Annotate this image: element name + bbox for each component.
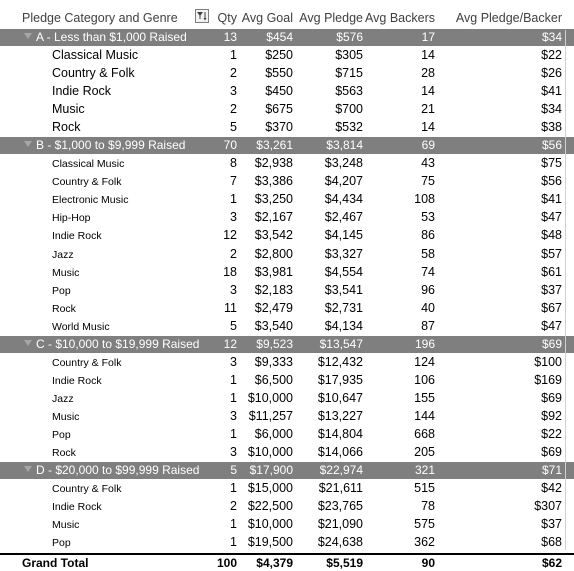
- avg-pledge-cell: $4,134: [324, 318, 363, 333]
- table-row[interactable]: [0, 282, 574, 300]
- avg-backers-header[interactable]: Avg Backers: [365, 11, 435, 25]
- qty-cell: 3: [230, 210, 237, 225]
- table-row[interactable]: [0, 173, 574, 191]
- group-avg-backers-cell: 321: [414, 463, 435, 478]
- qty-cell: 7: [230, 174, 237, 189]
- avg-pledge-cell: $715: [335, 66, 363, 81]
- group-avg-pledge-cell: $3,814: [326, 138, 363, 153]
- avg-backers-cell: 40: [421, 300, 435, 315]
- qty-cell: 2: [230, 499, 237, 514]
- genre-label: Indie Rock: [52, 374, 102, 387]
- avg-pledge-cell: $4,554: [324, 264, 363, 279]
- table-row[interactable]: [0, 408, 574, 426]
- avg-goal-cell: $19,500: [247, 535, 293, 550]
- qty-cell: 2: [230, 102, 237, 117]
- avg-goal-cell: $6,000: [254, 426, 293, 441]
- avg-pledge-cell: $305: [335, 48, 363, 62]
- avg-goal-cell: $2,800: [254, 246, 293, 261]
- table-row[interactable]: [0, 227, 574, 245]
- avg-pledge-cell: $3,541: [324, 282, 363, 297]
- qty-cell: 5: [230, 318, 237, 333]
- table-row[interactable]: [0, 83, 574, 101]
- avg-pledge-header[interactable]: Avg Pledge: [299, 11, 363, 25]
- genre-label: Music: [52, 519, 80, 532]
- avg-pledge-per-backer-cell: $41: [541, 84, 562, 99]
- group-avg-goal-cell: $17,900: [249, 463, 293, 478]
- collapse-arrow-icon[interactable]: [24, 33, 32, 39]
- group-avg-goal-cell: $3,261: [256, 138, 293, 153]
- avg-backers-cell: 124: [414, 354, 435, 369]
- table-row[interactable]: [0, 372, 574, 390]
- group-avg-backers-cell: 196: [414, 336, 435, 351]
- avg-goal-cell: $2,479: [254, 300, 293, 315]
- table-row[interactable]: [0, 480, 574, 498]
- avg-backers-cell: 515: [414, 481, 435, 496]
- qty-cell: 8: [230, 156, 237, 171]
- avg-pledge-cell: $14,066: [317, 445, 363, 459]
- avg-pledge-per-backer-cell: $42: [541, 481, 562, 496]
- table-row[interactable]: [0, 246, 574, 264]
- genre-label: Indie Rock: [52, 230, 102, 243]
- qty-cell: 1: [230, 426, 237, 441]
- grand-total-avg-backers-cell: 90: [421, 556, 435, 571]
- avg-backers-cell: 155: [414, 390, 435, 405]
- table-row[interactable]: [0, 390, 574, 408]
- genre-label: Country & Folk: [52, 176, 122, 189]
- group-label: C - $10,000 to $19,999 Raised: [36, 336, 200, 351]
- qty-cell: 1: [230, 390, 237, 405]
- avg-pledge-per-backer-cell: $100: [534, 354, 562, 369]
- genre-label: Electronic Music: [52, 194, 129, 207]
- group-avg-pledge-cell: $576: [336, 30, 363, 44]
- grand-total-avg-pledge-per-backer-cell: $62: [541, 556, 562, 571]
- avg-backers-cell: 14: [421, 120, 435, 135]
- avg-backers-cell: 53: [421, 210, 435, 225]
- qty-cell: 5: [230, 120, 237, 135]
- grid-divider: [565, 30, 566, 550]
- avg-goal-cell: $10,000: [247, 517, 293, 532]
- group-row[interactable]: [0, 137, 574, 154]
- avg-pledge-per-backer-cell: $48: [541, 228, 562, 243]
- avg-goal-cell: $3,542: [254, 228, 293, 243]
- qty-cell: 2: [230, 246, 237, 261]
- avg-goal-cell: $10,000: [247, 390, 293, 405]
- genre-label: Rock: [52, 447, 76, 459]
- genre-label: Rock: [52, 120, 81, 135]
- avg-backers-cell: 205: [414, 445, 435, 459]
- collapse-arrow-icon[interactable]: [24, 340, 32, 346]
- avg-pledge-per-backer-header[interactable]: Avg Pledge/Backer: [455, 11, 562, 25]
- qty-cell: 1: [230, 372, 237, 387]
- genre-label: Pop: [52, 284, 71, 297]
- avg-pledge-cell: $13,227: [317, 408, 363, 423]
- qty-header[interactable]: Qty: [217, 11, 237, 25]
- avg-pledge-per-backer-cell: $75: [541, 156, 562, 171]
- genre-label: Music: [52, 410, 80, 423]
- group-qty-cell: 5: [230, 463, 237, 478]
- avg-goal-cell: $3,386: [254, 174, 293, 189]
- table-row[interactable]: [0, 300, 574, 318]
- genre-label: Pop: [52, 428, 71, 441]
- avg-pledge-per-backer-cell: $56: [541, 174, 562, 189]
- avg-pledge-cell: $3,248: [324, 156, 363, 171]
- avg-pledge-per-backer-cell: $38: [541, 120, 562, 135]
- avg-goal-cell: $250: [265, 48, 293, 62]
- row-label-header[interactable]: Pledge Category and Genre: [22, 11, 178, 25]
- avg-backers-cell: 668: [414, 426, 435, 441]
- avg-backers-cell: 575: [414, 517, 435, 532]
- avg-backers-cell: 362: [414, 535, 435, 550]
- avg-goal-cell: $22,500: [247, 499, 293, 514]
- avg-goal-cell: $2,167: [254, 210, 293, 225]
- avg-goal-cell: $10,000: [247, 445, 293, 459]
- avg-pledge-per-backer-cell: $41: [541, 192, 562, 207]
- avg-pledge-per-backer-cell: $69: [541, 390, 562, 405]
- avg-goal-cell: $9,333: [254, 354, 293, 369]
- avg-backers-cell: 86: [421, 228, 435, 243]
- avg-goal-cell: $2,938: [254, 156, 293, 171]
- avg-goal-header[interactable]: Avg Goal: [241, 11, 293, 25]
- avg-pledge-cell: $21,611: [318, 481, 363, 496]
- avg-pledge-per-backer-cell: $47: [541, 318, 562, 333]
- avg-pledge-per-backer-cell: $37: [541, 517, 562, 532]
- table-row[interactable]: [0, 498, 574, 516]
- avg-pledge-cell: $2,731: [324, 300, 363, 315]
- grand-total-row: [0, 553, 574, 571]
- qty-cell: 18: [223, 264, 237, 279]
- avg-goal-cell: $3,250: [254, 192, 293, 207]
- group-avg-pledge-per-backer-cell: $56: [541, 138, 562, 153]
- qty-cell: 1: [230, 481, 237, 496]
- qty-cell: 1: [230, 48, 237, 62]
- genre-label: Jazz: [52, 248, 74, 261]
- avg-pledge-per-backer-cell: $61: [541, 264, 562, 279]
- avg-backers-cell: 28: [421, 66, 435, 81]
- avg-pledge-per-backer-cell: $57: [541, 246, 562, 261]
- group-label: A - Less than $1,000 Raised: [36, 30, 187, 44]
- table-row[interactable]: [0, 264, 574, 282]
- table-row[interactable]: [0, 534, 574, 552]
- group-label: D - $20,000 to $99,999 Raised: [36, 463, 200, 478]
- avg-pledge-per-backer-cell: $22: [541, 426, 562, 441]
- avg-pledge-cell: $23,765: [317, 499, 363, 514]
- avg-goal-cell: $15,000: [247, 481, 293, 496]
- group-avg-goal-cell: $454: [266, 30, 293, 44]
- table-row[interactable]: [0, 191, 574, 209]
- avg-pledge-per-backer-cell: $26: [541, 66, 562, 81]
- avg-backers-cell: 87: [421, 318, 435, 333]
- avg-goal-cell: $370: [265, 120, 293, 135]
- avg-goal-cell: $675: [265, 102, 293, 117]
- group-avg-pledge-cell: $13,547: [319, 336, 363, 351]
- group-avg-pledge-per-backer-cell: $69: [541, 336, 562, 351]
- genre-label: Country & Folk: [52, 356, 122, 369]
- avg-backers-cell: 14: [421, 48, 435, 62]
- genre-label: Jazz: [52, 392, 74, 405]
- table-row[interactable]: [0, 65, 574, 83]
- avg-pledge-cell: $12,432: [317, 354, 363, 369]
- grand-total-label: Grand Total: [22, 556, 89, 571]
- table-row[interactable]: [0, 47, 574, 65]
- avg-pledge-cell: $4,207: [324, 174, 363, 189]
- table-row[interactable]: [0, 318, 574, 336]
- qty-cell: 1: [230, 517, 237, 532]
- avg-pledge-cell: $10,647: [317, 390, 363, 405]
- avg-pledge-cell: $21,090: [317, 517, 363, 532]
- avg-backers-cell: 74: [421, 264, 435, 279]
- qty-cell: 12: [223, 228, 237, 243]
- table-row[interactable]: [0, 119, 574, 137]
- grand-total-qty-cell: 100: [216, 556, 237, 571]
- avg-pledge-per-backer-cell: $307: [534, 499, 562, 514]
- avg-goal-cell: $11,257: [248, 408, 293, 423]
- avg-pledge-cell: $4,145: [324, 228, 363, 243]
- group-avg-pledge-cell: $22,974: [319, 463, 363, 478]
- avg-goal-cell: $2,183: [254, 282, 293, 297]
- genre-label: Pop: [52, 537, 71, 550]
- genre-label: Indie Rock: [52, 84, 112, 99]
- genre-label: Classical Music: [52, 48, 139, 62]
- avg-pledge-cell: $700: [335, 102, 363, 117]
- genre-label: Hip-Hop: [52, 212, 91, 225]
- avg-backers-cell: 96: [421, 282, 435, 297]
- avg-goal-cell: $6,500: [254, 372, 293, 387]
- avg-pledge-cell: $532: [335, 120, 363, 135]
- table-row[interactable]: [0, 101, 574, 119]
- group-avg-backers-cell: 17: [421, 30, 435, 44]
- group-qty-cell: 12: [223, 336, 237, 351]
- avg-goal-cell: $3,981: [254, 264, 293, 279]
- group-avg-goal-cell: $9,523: [256, 336, 293, 351]
- group-label: B - $1,000 to $9,999 Raised: [36, 138, 186, 153]
- avg-pledge-per-backer-cell: $92: [541, 408, 562, 423]
- group-row[interactable]: [0, 29, 574, 46]
- qty-cell: 3: [230, 354, 237, 369]
- avg-pledge-per-backer-cell: $68: [541, 535, 562, 550]
- qty-cell: 2: [230, 66, 237, 81]
- avg-pledge-cell: $17,935: [317, 372, 363, 387]
- qty-cell: 1: [230, 535, 237, 550]
- table-row[interactable]: [0, 354, 574, 372]
- avg-pledge-cell: $24,638: [317, 535, 363, 550]
- avg-backers-cell: 106: [414, 372, 435, 387]
- avg-backers-cell: 58: [421, 246, 435, 261]
- genre-label: World Music: [52, 320, 110, 333]
- qty-cell: 3: [230, 445, 237, 459]
- qty-cell: 11: [224, 300, 237, 315]
- avg-goal-cell: $550: [265, 66, 293, 81]
- avg-pledge-cell: $3,327: [324, 246, 363, 261]
- avg-backers-cell: 14: [421, 84, 435, 99]
- avg-backers-cell: 78: [421, 499, 435, 514]
- collapse-arrow-icon[interactable]: [24, 466, 32, 472]
- table-row[interactable]: [0, 516, 574, 534]
- avg-pledge-cell: $14,804: [317, 426, 363, 441]
- avg-pledge-per-backer-cell: $34: [541, 102, 562, 117]
- group-avg-backers-cell: 69: [421, 138, 435, 153]
- avg-backers-cell: 21: [421, 102, 435, 117]
- avg-goal-cell: $3,540: [254, 318, 293, 333]
- avg-pledge-per-backer-cell: $69: [541, 445, 562, 459]
- group-avg-pledge-per-backer-cell: $34: [541, 30, 562, 44]
- table-row[interactable]: [0, 209, 574, 227]
- genre-label: Music: [52, 266, 80, 279]
- avg-backers-cell: 75: [421, 174, 435, 189]
- qty-cell: 1: [230, 192, 237, 207]
- avg-pledge-per-backer-cell: $47: [541, 210, 562, 225]
- collapse-arrow-icon[interactable]: [24, 141, 32, 147]
- qty-cell: 3: [230, 84, 237, 99]
- genre-label: Country & Folk: [52, 66, 135, 81]
- grand-total-avg-pledge-cell: $5,519: [326, 556, 363, 571]
- avg-pledge-per-backer-cell: $169: [534, 372, 562, 387]
- header-row: [0, 8, 574, 28]
- filter-sort-icon[interactable]: [195, 9, 209, 23]
- table-row[interactable]: [0, 426, 574, 444]
- table-row[interactable]: [0, 444, 574, 462]
- qty-cell: 3: [230, 282, 237, 297]
- avg-pledge-cell: $2,467: [324, 210, 363, 225]
- genre-label: Country & Folk: [52, 483, 122, 496]
- table-row[interactable]: [0, 155, 574, 173]
- avg-pledge-per-backer-cell: $22: [541, 48, 562, 62]
- avg-pledge-cell: $4,434: [324, 192, 363, 207]
- group-qty-cell: 13: [223, 30, 237, 44]
- group-row[interactable]: [0, 462, 574, 479]
- avg-pledge-per-backer-cell: $37: [541, 282, 562, 297]
- genre-label: Classical Music: [52, 158, 125, 171]
- avg-pledge-cell: $563: [335, 84, 363, 99]
- avg-goal-cell: $450: [265, 84, 293, 99]
- genre-label: Rock: [52, 302, 76, 315]
- genre-label: Indie Rock: [52, 501, 102, 514]
- avg-backers-cell: 43: [421, 156, 435, 171]
- avg-backers-cell: 144: [414, 408, 435, 423]
- avg-backers-cell: 108: [414, 192, 435, 207]
- avg-pledge-per-backer-cell: $67: [541, 300, 562, 315]
- qty-cell: 3: [230, 408, 237, 423]
- grand-total-avg-goal-cell: $4,379: [256, 556, 293, 571]
- group-row[interactable]: [0, 336, 574, 353]
- group-qty-cell: 70: [223, 138, 237, 153]
- genre-label: Music: [52, 102, 85, 117]
- group-avg-pledge-per-backer-cell: $71: [541, 463, 562, 478]
